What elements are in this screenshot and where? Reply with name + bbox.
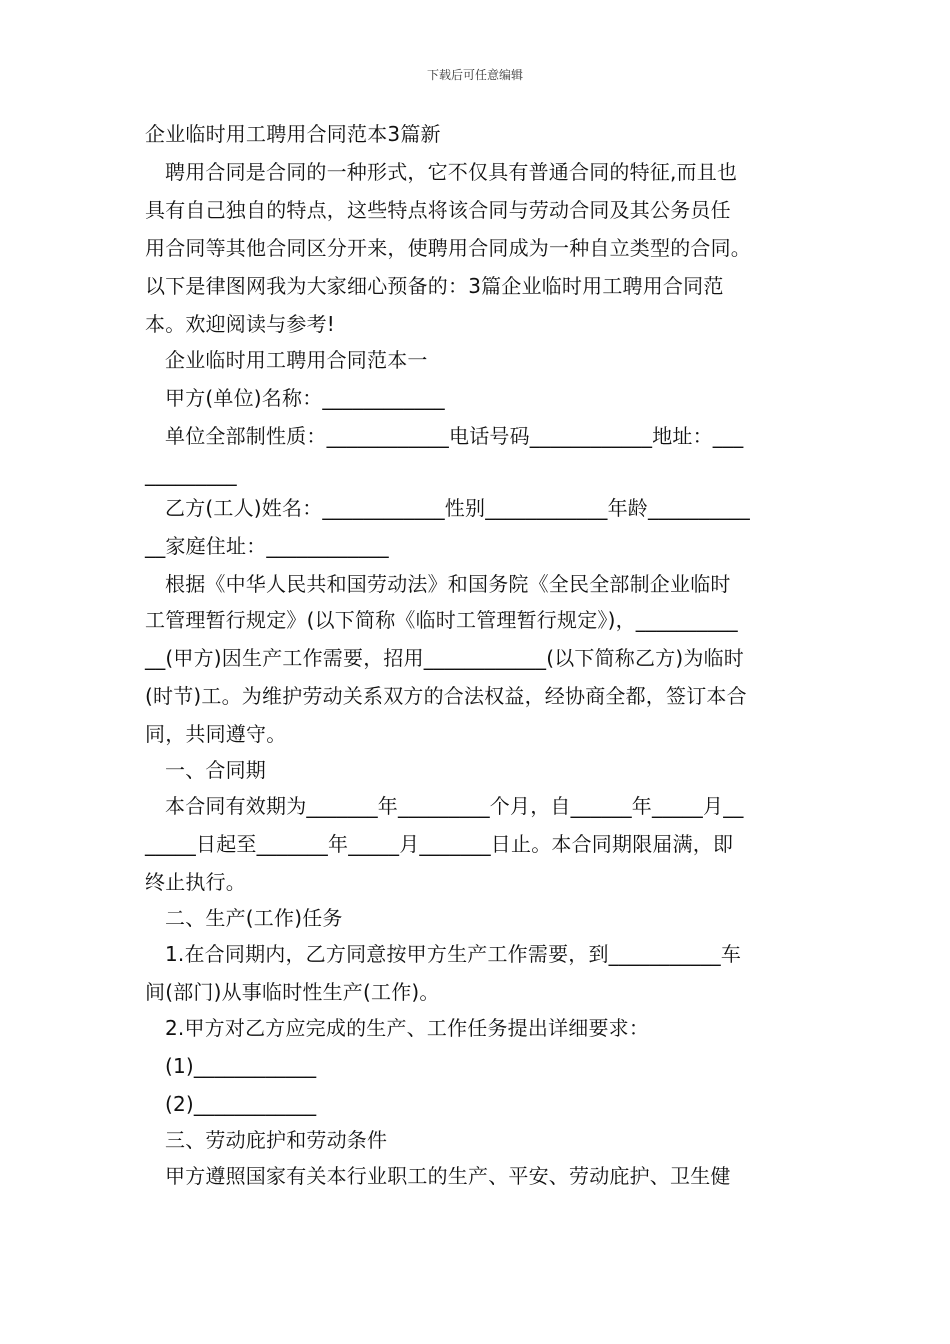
text-line: 根据《中华人民共和国劳动法》和国务院《全民全部制企业临时 — [165, 572, 731, 596]
text-line: 具有自己独自的特点，这些特点将该合同与劳动合同及其公务员任 — [145, 198, 731, 222]
text-line: 2.甲方对乙方应完成的生产、工作任务提出详细要求： — [165, 1016, 650, 1040]
text-line: (时节)工。为维护劳动关系双方的合法权益，经协商全都，签订本合 — [145, 684, 747, 708]
text-line: 乙方(工人)姓名：____________性别____________年龄__________ — [165, 496, 751, 520]
text-line: 终止执行。 — [145, 870, 246, 894]
text-line: 甲方遵照国家有关本行业职工的生产、平安、劳动庇护、卫生健 — [165, 1164, 731, 1188]
text-line: 甲方(单位)名称：____________ — [165, 386, 445, 410]
text-line: (1)____________ — [165, 1054, 317, 1078]
text-line: 一、合同期 — [165, 758, 266, 782]
text-line: _____日起至_______年_____月_______日止。本合同期限届满，即 — [145, 832, 734, 856]
document-title: 企业临时用工聘用合同范本3篇新 — [145, 122, 441, 146]
text-line: 工管理暂行规定》(以下简称《临时工管理暂行规定》)，__________ — [145, 608, 738, 632]
text-line: 1.在合同期内，乙方同意按甲方生产工作需要，到___________车 — [165, 942, 742, 966]
text-line: __(甲方)因生产工作需要，招用____________(以下简称乙方)为临时 — [145, 646, 745, 670]
text-line: (2)____________ — [165, 1092, 317, 1116]
text-line: _________ — [145, 462, 237, 486]
page-header: 下载后可任意编辑 — [426, 68, 523, 82]
text-line: 以下是律图网我为大家细心预备的：3篇企业临时用工聘用合同范 — [145, 274, 724, 298]
text-line: 本合同有效期为_______年_________个月，自______年_____月__ — [165, 794, 744, 818]
text-line: 本。欢迎阅读与参考! — [145, 312, 336, 336]
text-line: 单位全部制性质：____________电话号码____________地址：___ — [165, 424, 744, 448]
text-line: 二、生产(工作)任务 — [165, 906, 343, 930]
text-line: 间(部门)从事临时性生产(工作)。 — [145, 980, 440, 1004]
text-line: 同，共同遵守。 — [145, 722, 287, 746]
text-line: 用合同等其他合同区分开来，使聘用合同成为一种自立类型的合同。 — [145, 236, 751, 260]
text-line: 聘用合同是合同的一种形式，它不仅具有普通合同的特征,而且也 — [165, 160, 738, 184]
text-line: __家庭住址：____________ — [145, 534, 389, 558]
text-line: 三、劳动庇护和劳动条件 — [165, 1128, 388, 1152]
text-line: 企业临时用工聘用合同范本一 — [165, 348, 428, 372]
